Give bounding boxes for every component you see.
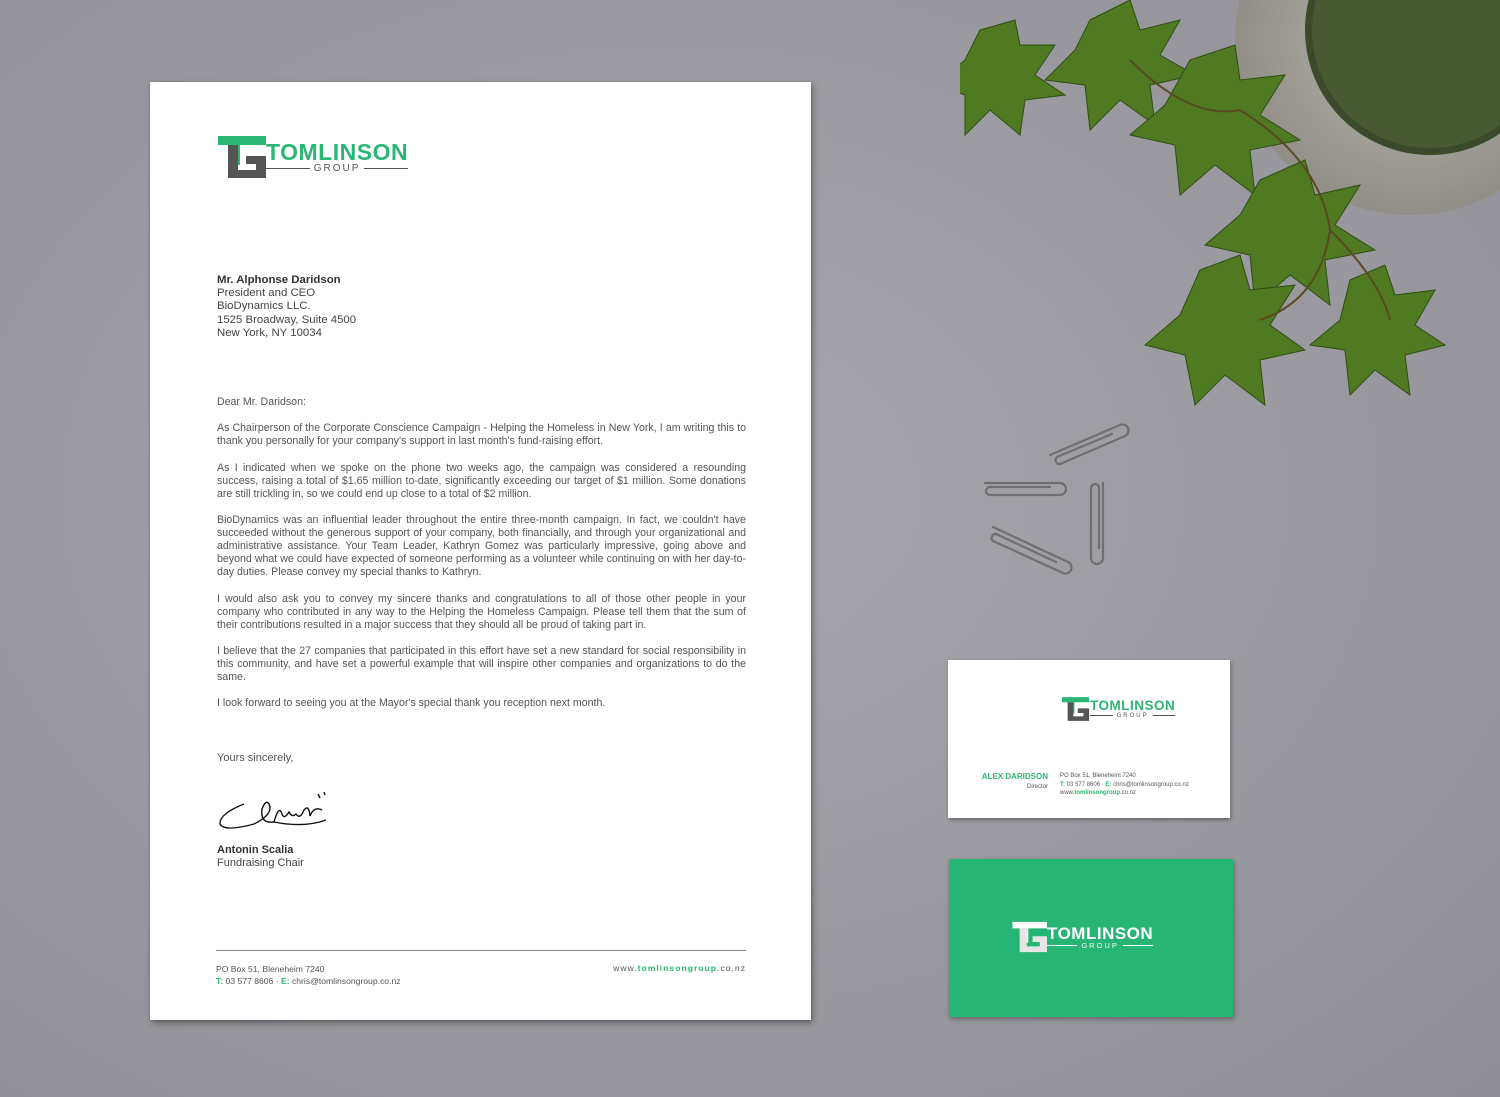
signer (217, 844, 304, 870)
footer-email[interactable]: chris@tomlinsongroup.co.nz (291, 976, 401, 986)
tg-monogram-icon (1011, 920, 1047, 954)
recipient-company: BioDynamics LLC. (217, 300, 311, 313)
card-po-box: PO Box 51, Bleneheim 7240 (1060, 773, 1136, 779)
brand-name: TOMLINSON (266, 138, 409, 165)
letterhead-page (150, 82, 811, 1020)
footer-contact: PO Box 51, Bleneheim 7240 T: 03 577 8606 · E: chris@tomlinsongroup.co.nz (216, 964, 401, 986)
closing: Yours sincerely, (217, 752, 294, 764)
tg-monogram-icon (216, 134, 266, 180)
paragraph: BioDynamics was an influential leader throughout the entire three-month campaign. In fact, we couldn't have succeeded without the generous support of your company, both financially, and through your organizational and administrative assistance. Your Team Leader, Kathryn Gomez was particularly impressive, going above and beyond what we could have expected of someone performing as a volunteer while continuing on with her day-to-day duties. Please convey my special thanks to Kathryn. (217, 513, 746, 579)
paragraph: I look forward to seeing you at the Mayor's special thank you reception next month. (217, 697, 606, 710)
signature-image (214, 784, 334, 834)
footer-divider (216, 950, 746, 951)
letter-body (217, 396, 746, 723)
business-card-white (948, 660, 1230, 818)
recipient-title: President and CEO (217, 287, 316, 300)
recipient-street: 1525 Broadway, Suite 4500 (217, 313, 357, 326)
card-website[interactable]: www.tomlinsongroup.co.nz (1060, 790, 1137, 797)
recipient-name: Mr. Alphonse Daridson (217, 274, 341, 286)
card-logo (1011, 920, 1153, 954)
paperclip-icon (975, 415, 1140, 575)
card-email[interactable]: chris@tomlinsongroup.co.nz (1113, 781, 1189, 788)
brand-sub: GROUP (313, 162, 361, 174)
letterhead-logo (216, 134, 408, 180)
signer-name: Antonin Scalia (217, 844, 294, 856)
paragraph: I would also ask you to convey my sincere thanks and congratulations to all of those other people in your company who contributed in any way to the Helping the Homeless Campaign. Please tell them that the sum of their contributions resulted in a major success that they should all be proud of taking part in. (217, 592, 746, 631)
recipient-city: New York, NY 10034 (217, 326, 322, 339)
brand-sub: GROUP (1081, 940, 1119, 950)
footer-po-box: PO Box 51, Bleneheim 7240 (216, 964, 325, 974)
paragraph: As Chairperson of the Corporate Conscience Campaign - Helping the Homeless in New York, I am writing this to thank you personally for your company's support in last month's fund-raising effort. (217, 422, 746, 448)
business-card-green (949, 859, 1233, 1017)
brand-name: TOMLINSON (1090, 698, 1176, 714)
greeting: Dear Mr. Daridson: (217, 396, 306, 408)
card-phone: 03 577 8606 (1066, 781, 1101, 788)
paragraph: As I indicated when we spoke on the phone two weeks ago, the campaign was considered a resounding success, raising a total of $1.65 million to-date, significantly exceeding our target of $1 million. Some donations are still trickling in, so we could end up close to a total of $2 million. (217, 461, 746, 500)
card-logo (1060, 696, 1175, 722)
tg-monogram-icon (1060, 696, 1090, 722)
card-title: Director (1026, 784, 1048, 790)
paragraph: I believe that the 27 companies that participated in this effort have set a new standard for social responsibility in this community, and have set a powerful example that will inspire other companies and organizations to do the same. (217, 644, 746, 684)
plant-leaves-image (960, 0, 1500, 470)
footer-website[interactable]: www.tomlinsongroup.co.nz (613, 963, 746, 973)
card-person (982, 772, 1048, 792)
brand-sub: GROUP (1116, 712, 1149, 719)
footer-phone: 03 577 8606 (225, 976, 274, 986)
brand-name: TOMLINSON (1047, 923, 1154, 943)
recipient-address (217, 274, 356, 340)
signer-title: Fundraising Chair (217, 857, 304, 869)
card-contact: PO Box 51, Bleneheim 7240 T: 03 577 8606 · E: chris@tomlinsongroup.co.nz www.tomlinsongroup.co.nz (1060, 773, 1189, 797)
card-name: ALEX DARIDSON (981, 772, 1048, 781)
